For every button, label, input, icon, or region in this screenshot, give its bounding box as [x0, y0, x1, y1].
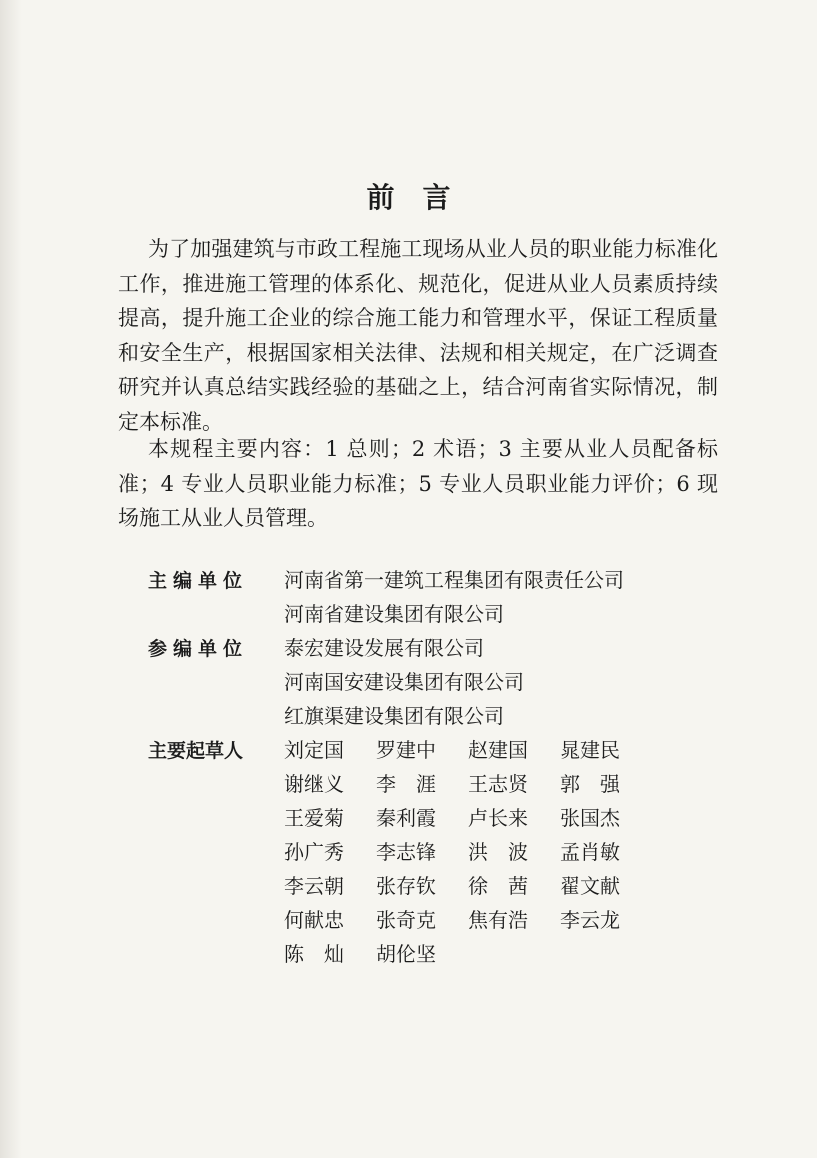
drafter-name: 李云龙 — [560, 908, 620, 932]
co-editor-unit: 红旗渠建设集团有限公司 — [284, 704, 504, 728]
drafter-name: 孙广秀 — [284, 840, 344, 864]
drafter-name: 谢继义 — [284, 772, 344, 796]
drafter-name: 张奇克 — [376, 908, 436, 932]
drafter-name: 王爱菊 — [284, 806, 344, 830]
drafter-name: 翟文献 — [560, 874, 620, 898]
drafter-name: 郭 强 — [560, 772, 620, 796]
drafter-row — [148, 733, 652, 767]
intro-paragraph: 为了加强建筑与市政工程施工现场从业人员的职业能力标准化工作，推进施工管理的体系化、规范化，促进从业人员素质持续提高，提升施工企业的综合施工能力和管理水平，保证工程质量和安全生产，根据国家相关法律、法规和相关规定，在广泛调查研究并认真总结实践经验的基础之上，结合河南省实际情况，制定本标准。 — [118, 237, 718, 434]
drafter-name: 张国杰 — [560, 806, 620, 830]
drafter-row — [148, 903, 652, 937]
page-edge-shadow — [0, 0, 22, 1158]
drafter-name: 李云朝 — [284, 874, 344, 898]
drafter-name: 胡伦坚 — [376, 942, 436, 966]
drafter-name: 张存钦 — [376, 874, 436, 898]
drafter-label: 主要起草人 — [148, 740, 244, 762]
drafter-name: 罗建中 — [376, 738, 436, 762]
co-editor-row — [148, 699, 652, 733]
page-title: 前言 — [366, 181, 479, 214]
drafter-name: 晁建民 — [560, 738, 620, 762]
drafter-row — [148, 767, 652, 801]
drafter-name: 李志锋 — [376, 840, 436, 864]
drafter-name: 陈 灿 — [284, 942, 344, 966]
contents-paragraph: 本规程主要内容：1 总则；2 术语；3 主要从业人员配备标准；4 专业人员职业能力标准；5 专业人员职业能力评价；6 现场施工从业人员管理。 — [118, 437, 718, 530]
co-editor-label: 参编单位 — [148, 638, 249, 660]
drafter-name: 焦有浩 — [468, 908, 528, 932]
drafter-name: 洪 波 — [468, 840, 528, 864]
credits-section — [148, 563, 652, 971]
chief-editor-unit: 河南省第一建筑工程集团有限责任公司 — [284, 568, 624, 592]
drafter-name: 孟肖敏 — [560, 840, 620, 864]
drafter-name: 卢长来 — [468, 806, 528, 830]
chief-editor-row — [148, 597, 652, 631]
co-editor-row — [148, 631, 652, 665]
co-editor-row — [148, 665, 652, 699]
drafter-row — [148, 801, 652, 835]
drafter-row — [148, 937, 652, 971]
co-editor-unit: 泰宏建设发展有限公司 — [284, 636, 484, 660]
drafter-name: 王志贤 — [468, 772, 528, 796]
drafter-name: 刘定国 — [284, 738, 344, 762]
drafter-row — [148, 835, 652, 869]
chief-editor-unit: 河南省建设集团有限公司 — [284, 602, 504, 626]
chief-editor-label: 主编单位 — [148, 570, 249, 592]
drafter-row — [148, 869, 652, 903]
drafter-name: 李 涯 — [376, 772, 436, 796]
drafter-name: 赵建国 — [468, 738, 528, 762]
chief-editor-row — [148, 563, 652, 597]
drafter-name: 秦利霞 — [376, 806, 436, 830]
co-editor-unit: 河南国安建设集团有限公司 — [284, 670, 524, 694]
drafter-name: 徐 茜 — [468, 874, 528, 898]
drafter-name: 何献忠 — [284, 908, 344, 932]
